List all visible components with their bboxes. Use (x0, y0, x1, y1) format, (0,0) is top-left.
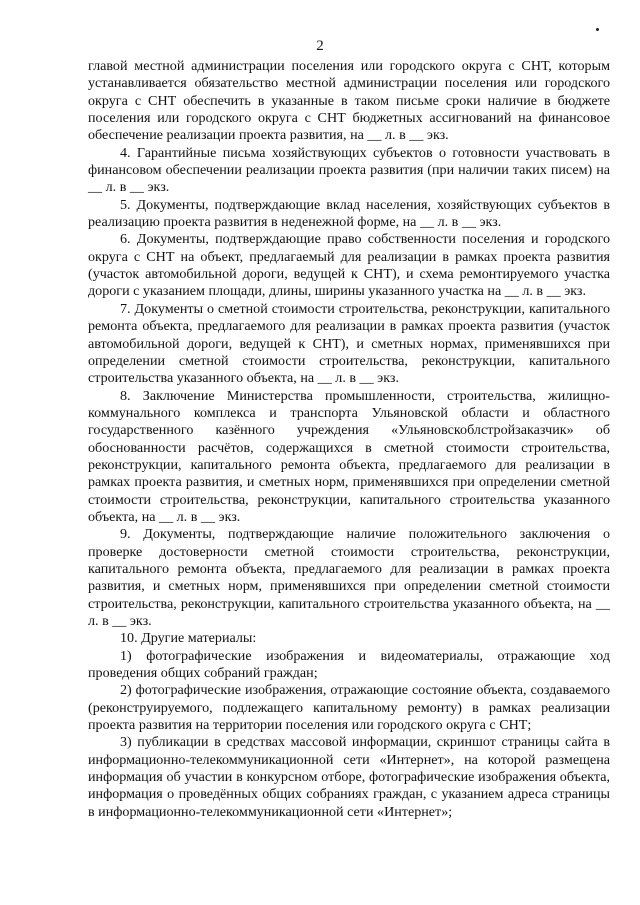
paragraph-item-5: 5. Документы, подтверждающие вклад населения, хозяйствующих субъектов в реализацию проекта развития в неденежной форме, на __ л. в __ экз. (88, 196, 610, 231)
scan-speck (596, 28, 599, 31)
document-body (88, 58, 610, 821)
paragraph-subitem-1: 1) фотографические изображения и видеоматериалы, отражающие ход проведения общих собраний граждан; (88, 647, 610, 682)
paragraph-item-10: 10. Другие материалы: (120, 630, 257, 647)
paragraph-subitem-3: 3) публикации в средствах массовой информации, скриншот страницы сайта в информационно-телекоммуникационной сети «Интернет», на которой размещена информация об участии в конкурсном отборе, фотографические изображения объекта, информация о проведённых общих собраниях граждан, с указанием адреса страницы в информационно-телекоммуникационной сети «Интернет»; (88, 734, 610, 820)
paragraph-item-6: 6. Документы, подтверждающие право собственности поселения и городского округа с СНТ на объект, предлагаемый для реализации в рамках проекта развития (участок автомобильной дороги, ведущей к СНТ), и схема ремонтируемого участка дороги с указанием площади, длины, ширины указанного участка на __ л. в __ экз. (88, 231, 610, 300)
paragraph-item-8: 8. Заключение Министерства промышленности, строительства, жилищно-коммунального комплекса и транспорта Ульяновской области и областного государственного казённого учреждения «Ульяновскоблстройзаказчик» об обоснованности расчётов, содержащихся в сметной стоимости строительства, реконструкции, капитального ремонта объекта, предлагаемого для реализации в рамках проекта развития, и сметных норм, применявшихся при определении сметной стоимости строительства, реконструкции, капитального строительства указанного объекта, на __ л. в __ экз. (88, 387, 610, 525)
page-number: 2 (316, 38, 324, 54)
paragraph-continuation: главой местной администрации поселения или городского округа с СНТ, которым устанавливается обязательство местной администрации поселения или городского округа с СНТ обеспечить в указанные в таком письме сроки наличие в бюджете поселения или городского округа с СНТ бюджетных ассигнований на финансовое обеспечение реализации проекта развития, на __ л. в __ экз. (88, 58, 610, 144)
paragraph-item-7: 7. Документы о сметной стоимости строительства, реконструкции, капитального ремонта объекта, предлагаемого для реализации в рамках проекта развития (участок автомобильной дороги, ведущей к СНТ), и сметных нормах, применявшихся при определении сметной стоимости строительства, реконструкции, капитального строительства указанного объекта, на __ л. в __ экз. (88, 300, 610, 387)
paragraph-item-4: 4. Гарантийные письма хозяйствующих субъектов о готовности участвовать в финансовом обеспечении реализации проекта развития (при наличии таких писем) на __ л. в __ экз. (88, 144, 610, 196)
paragraph-item-9: 9. Документы, подтверждающие наличие положительного заключения о проверке достоверности сметной стоимости строительства, реконструкции, капитального ремонта объекта, предлагаемого для реализации в рамках проекта развития, и сметных норм, применявшихся при определении сметной стоимости строительства, реконструкции, капитального строительства указанного объекта, на __ л. в __ экз. (88, 526, 610, 629)
paragraph-subitem-2: 2) фотографические изображения, отражающие состояние объекта, создаваемого (реконструируемого, подлежащего капитальному ремонту) в рамках реализации проекта развития на территории поселения или городского округа с СНТ; (88, 682, 610, 734)
